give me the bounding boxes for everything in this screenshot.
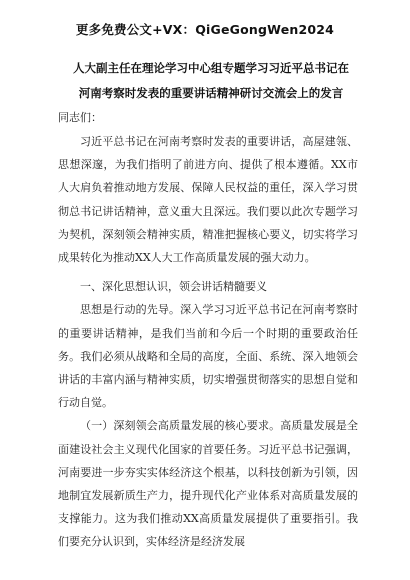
document-title: 人大副主任在理论学习中心组专题学习习近平总书记在河南考察时发表的重要讲话精神研讨交流会上的发言	[73, 61, 349, 100]
body-paragraph: （一）深刻领会高质量发展的核心要求。高质量发展是全面建设社会主义现代化国家的首要任务。习近平总书记强调，河南要进一步夯实实体经济这个根基，以科技创新为引领，因地制宜发展新质生产力，提升现代化产业体系对高质量发展的支撑能力。这为我们推动XX高质量发展提供了重要指引。我们要充分认识到，实体经济是经济发展	[58, 419, 358, 549]
document-body	[58, 130, 358, 554]
intro-paragraph: 习近平总书记在河南考察时发表的重要讲话，高屋建瓴、思想深邃，为我们指明了前进方向、提供了根本遵循。XX市人大肩负着推动地方发展、保障人民权益的重任，深入学习贯彻总书记讲话精神，意义重大且深远。我们要以此次专题学习为契机，深刻领会精神实质，精准把握核心要义，切实将学习成果转化为推动XX人大工作高质量发展的强大动力。	[58, 135, 358, 265]
section-heading: 一、深化思想认识，领会讲话精髓要义	[80, 280, 267, 294]
watermark-header: 更多免费公文+VX：QiGeGongWen2024	[75, 22, 335, 37]
salutation: 同志们：	[58, 111, 102, 124]
body-paragraph: 思想是行动的先导。深入学习习近平总书记在河南考察时的重要讲话精神，是我们当前和今后一个时期的重要政治任务。我们必须从战略和全局的高度，全面、系统、深入地领会讲话的丰富内涵与精神实质，切实增强贯彻落实的思想自觉和行动自觉。	[58, 303, 358, 410]
